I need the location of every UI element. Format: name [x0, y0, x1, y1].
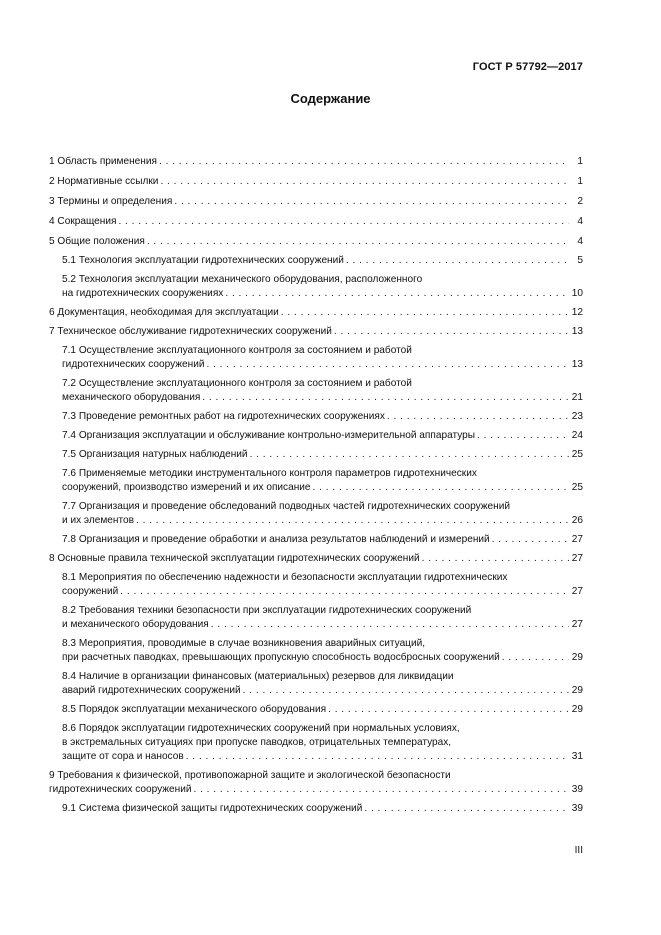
- toc-entry-text: 8 Основные правила технической эксплуатации гидротехнических сооружений: [49, 553, 420, 564]
- toc-entry-text: 7.7 Организация и проведение обследований подводных частей гидротехнических сооружений: [62, 501, 510, 512]
- toc-entry-page: 27: [571, 553, 583, 564]
- dot-leader: [225, 287, 569, 301]
- toc-entry-text: 7.3 Проведение ремонтных работ на гидротехнических сооружениях: [62, 411, 385, 422]
- toc-entry-text: 7.4 Организация эксплуатации и обслуживание контрольно-измерительной аппаратуры: [62, 430, 476, 441]
- standard-code: ГОСТ Р 57792—2017: [472, 61, 583, 73]
- toc-entry-text: 7 Техническое обслуживание гидротехнических сооружений: [49, 326, 332, 337]
- toc-entry-text: 7.2 Осуществление эксплуатационного контроля за состоянием и работой: [62, 378, 412, 389]
- toc-entry-text: 5.1 Технология эксплуатации гидротехнических сооружений: [62, 255, 344, 266]
- toc-entry[interactable]: [49, 325, 583, 339]
- toc-entry[interactable]: [49, 802, 583, 816]
- toc-entry[interactable]: [49, 637, 583, 665]
- toc-entry-text: в экстремальных ситуациях при пропуске паводков, отрицательных температурах,: [62, 737, 452, 748]
- toc-entry-page: 24: [571, 430, 583, 441]
- toc-entry[interactable]: [49, 552, 583, 566]
- dot-leader: [160, 175, 569, 189]
- toc-entry-page: 5: [577, 255, 583, 266]
- toc-entry-text: сооружений: [62, 586, 119, 597]
- toc-entry-text: 7.8 Организация и проведение обработки и анализа результатов наблюдений и измерений: [62, 534, 490, 545]
- toc-entry-page: 27: [571, 586, 583, 597]
- dot-leader: [313, 481, 569, 495]
- toc-entry-page: 1: [577, 156, 583, 167]
- toc-entry-page: 4: [577, 236, 583, 247]
- toc-entry-text: 5.2 Технология эксплуатации механического оборудования, расположенного: [62, 274, 423, 285]
- toc-entry[interactable]: [49, 722, 583, 764]
- toc-entry-page: 13: [571, 359, 583, 370]
- toc-entry-text: 9 Требования к физической, противопожарной защите и экологической безопасности: [49, 770, 451, 781]
- toc-entry-page: 21: [571, 392, 583, 403]
- dot-leader: [364, 802, 569, 816]
- toc-entry-page: 12: [571, 307, 583, 318]
- toc-title: Содержание: [290, 91, 371, 106]
- toc-entry-page: 2: [577, 196, 583, 207]
- toc-entry[interactable]: [49, 429, 583, 443]
- toc-entry-text: 6 Документация, необходимая для эксплуатации: [49, 307, 279, 318]
- toc-entry[interactable]: [49, 306, 583, 320]
- toc-entry-text: 1 Область применения: [49, 156, 157, 167]
- toc-entry[interactable]: [49, 769, 583, 797]
- dot-leader: [328, 703, 569, 717]
- toc-entry[interactable]: [49, 467, 583, 495]
- toc-entry-page: 25: [571, 449, 583, 460]
- dot-leader: [422, 552, 569, 566]
- toc-entry-text: 3 Термины и определения: [49, 196, 173, 207]
- toc-entry-text: на гидротехнических сооружениях: [62, 288, 224, 299]
- dot-leader: [186, 750, 569, 764]
- toc-entry[interactable]: [49, 215, 583, 229]
- dot-leader: [250, 448, 569, 462]
- dot-leader: [147, 235, 569, 249]
- dot-leader: [387, 410, 569, 424]
- toc-entry-page: 25: [571, 482, 583, 493]
- toc-entry[interactable]: [49, 344, 583, 372]
- toc-entry-text: защите от сора и наносов: [62, 751, 184, 762]
- toc-entry-page: 29: [571, 704, 583, 715]
- toc-entry-text: и их элементов: [62, 515, 134, 526]
- toc-entry[interactable]: [49, 195, 583, 209]
- toc-entry-text: 7.5 Организация натурных наблюдений: [62, 449, 248, 460]
- toc-entry-text: 8.6 Порядок эксплуатации гидротехнических сооружений при нормальных условиях,: [62, 723, 460, 734]
- toc-entry-page: 4: [577, 216, 583, 227]
- toc-entry[interactable]: [49, 410, 583, 424]
- toc-entry[interactable]: [49, 273, 583, 301]
- dot-leader: [159, 155, 569, 169]
- toc-entry-page: 27: [571, 619, 583, 630]
- toc-entry-text: 4 Сокращения: [49, 216, 117, 227]
- toc-entry-page: 31: [571, 751, 583, 762]
- toc-entry-text: 2 Нормативные ссылки: [49, 176, 159, 187]
- dot-leader: [193, 783, 569, 797]
- toc-entry-text: при расчетных паводках, превышающих пропускную способность водосбросных сооружений: [62, 652, 500, 663]
- dot-leader: [492, 533, 569, 547]
- toc-entry-text: гидротехнических сооружений: [49, 784, 192, 795]
- toc-entry-page: 26: [571, 515, 583, 526]
- dot-leader: [136, 514, 569, 528]
- toc-entry-text: аварий гидротехнических сооружений: [62, 685, 241, 696]
- dot-leader: [120, 585, 569, 599]
- toc-entry-text: 8.5 Порядок эксплуатации механического оборудования: [62, 704, 327, 715]
- dot-leader: [174, 195, 569, 209]
- toc-entry-text: 8.4 Наличие в организации финансовых (материальных) резервов для ликвидации: [62, 671, 454, 682]
- dot-leader: [243, 684, 569, 698]
- toc-entry-page: 13: [571, 326, 583, 337]
- toc-entry-text: сооружений, производство измерений и их описание: [62, 482, 311, 493]
- dot-leader: [502, 651, 569, 665]
- toc-entry[interactable]: [49, 155, 583, 169]
- toc-entry-text: 9.1 Система физической защиты гидротехнических сооружений: [62, 803, 363, 814]
- toc-entry-text: 8.1 Мероприятия по обеспечению надежности и безопасности эксплуатации гидротехнических: [62, 572, 508, 583]
- dot-leader: [211, 618, 569, 632]
- toc-entry[interactable]: [49, 670, 583, 698]
- toc-entry[interactable]: [49, 533, 583, 547]
- toc-entry-page: 1: [577, 176, 583, 187]
- page-number: III: [574, 845, 583, 856]
- toc-entry[interactable]: [49, 377, 583, 405]
- toc-entry[interactable]: [49, 254, 583, 268]
- toc-entry-text: 8.3 Мероприятия, проводимые в случае возникновения аварийных ситуаций,: [62, 638, 426, 649]
- dot-leader: [346, 254, 569, 268]
- toc-entry[interactable]: [49, 571, 583, 599]
- toc-entry[interactable]: [49, 448, 583, 462]
- toc-entry[interactable]: [49, 500, 583, 528]
- toc-entry-page: 10: [571, 288, 583, 299]
- dot-leader: [202, 391, 569, 405]
- dot-leader: [281, 306, 569, 320]
- dot-leader: [477, 429, 569, 443]
- toc-entry[interactable]: [49, 703, 583, 717]
- toc-entry-text: 8.2 Требования техники безопасности при эксплуатации гидротехнических сооружений: [62, 605, 472, 616]
- toc-entry-page: 27: [571, 534, 583, 545]
- toc-entry-text: механического оборудования: [62, 392, 201, 403]
- toc-entry-page: 39: [571, 803, 583, 814]
- toc-entry[interactable]: [49, 175, 583, 189]
- toc-entry[interactable]: [49, 604, 583, 632]
- toc-entry-text: гидротехнических сооружений: [62, 359, 205, 370]
- toc-entry-page: 39: [571, 784, 583, 795]
- toc-entry-text: 7.6 Применяемые методики инструментального контроля параметров гидротехнических: [62, 468, 477, 479]
- dot-leader: [118, 215, 569, 229]
- toc-entry-text: 5 Общие положения: [49, 236, 145, 247]
- toc-entry-text: и механического оборудования: [62, 619, 209, 630]
- toc-entry-text: 7.1 Осуществление эксплуатационного контроля за состоянием и работой: [62, 345, 412, 356]
- toc-entry-page: 23: [571, 411, 583, 422]
- dot-leader: [206, 358, 569, 372]
- toc-entry[interactable]: [49, 235, 583, 249]
- toc-entry-page: 29: [571, 685, 583, 696]
- table-of-contents: [49, 150, 583, 816]
- dot-leader: [334, 325, 569, 339]
- toc-entry-page: 29: [571, 652, 583, 663]
